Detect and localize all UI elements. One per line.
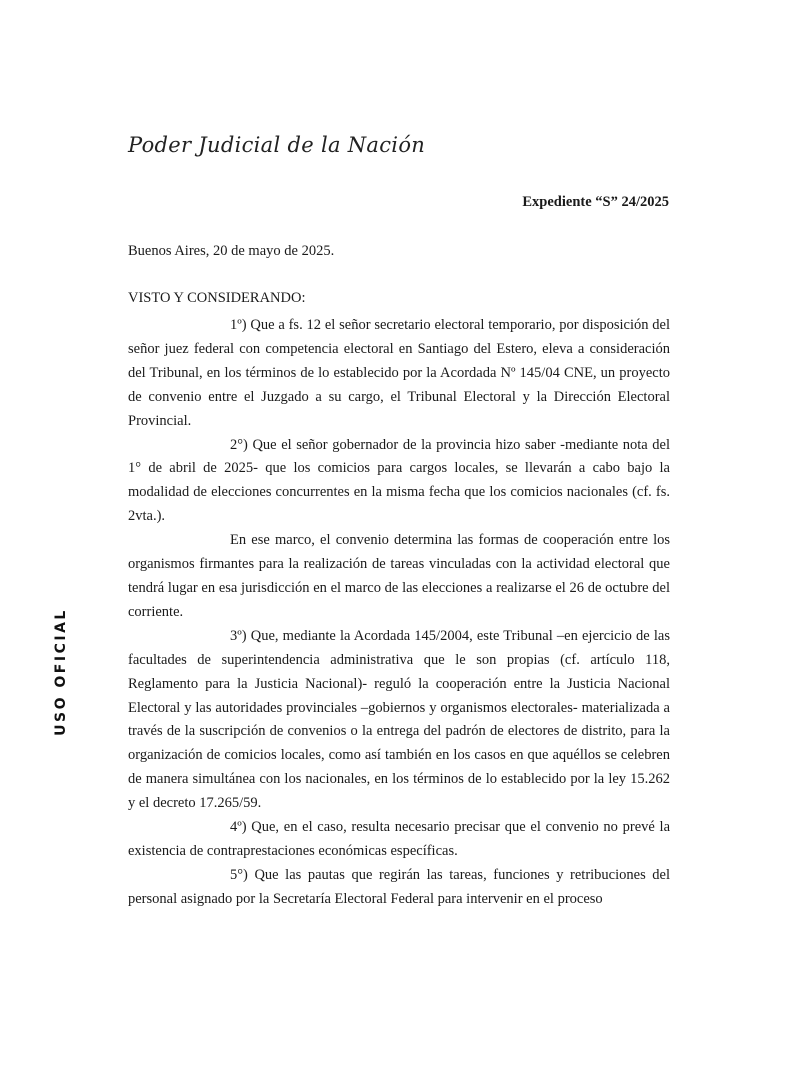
document-body bbox=[128, 314, 670, 912]
paragraph-2: 2°) Que el señor gobernador de la provincia hizo saber -mediante nota del 1° de abril de 2025- que los comicios para cargos locales, se llevarán a cabo bajo la modalidad de elecciones concurrentes en la misma fecha que los comicios nacionales (cf. fs. 2vta.). bbox=[128, 436, 670, 525]
paragraph-4: 3º) Que, mediante la Acordada 145/2004, este Tribunal –en ejercicio de las facultades de superintendencia administrativa que le son propias (cf. artículo 118, Reglamento para la Justicia Nacional)- reguló la cooperación entre la Justicia Nacional Electoral y las autoridades provinciales –gobiernos y organismos electorales- materializada a través de la suscripción de convenios o la entrega del padrón de electores de distrito, para la organización de comicios locales, como así también en los casos en que aquéllos se celebren de manera simultánea con los nacionales, en los términos de lo establecido por la ley 15.262 y el decreto 17.265/59. bbox=[128, 627, 670, 812]
paragraph-5: 4º) Que, en el caso, resulta necesario precisar que el convenio no prevé la existencia de contraprestaciones económicas específicas. bbox=[128, 819, 670, 859]
date-line: Buenos Aires, 20 de mayo de 2025. bbox=[128, 243, 335, 259]
expediente-number: Expediente “S” 24/2025 bbox=[522, 194, 669, 210]
letterhead: Poder Judicial de la Nación bbox=[128, 133, 426, 157]
uso-oficial-label: USO OFICIAL bbox=[53, 608, 69, 736]
section-heading: VISTO Y CONSIDERANDO: bbox=[128, 290, 306, 306]
paragraph-6: 5°) Que las pautas que regirán las tareas, funciones y retribuciones del personal asignado por la Secretaría Electoral Federal para intervenir en el proceso bbox=[128, 866, 670, 907]
paragraph-3: En ese marco, el convenio determina las formas de cooperación entre los organismos firmantes para la realización de tareas vinculadas con la actividad electoral que tendrá lugar en esa jurisdicción en el marco de las elecciones a realizarse el 26 de octubre del corriente. bbox=[128, 532, 670, 620]
paragraph-1: 1º) Que a fs. 12 el señor secretario electoral temporario, por disposición del señor juez federal con competencia electoral en Santiago del Estero, eleva a consideración del Tribunal, en los términos de lo establecido por la Acordada Nº 145/04 CNE, un proyecto de convenio entre el Juzgado a su cargo, el Tribunal Electoral y la Dirección Electoral Provincial. bbox=[128, 317, 670, 429]
